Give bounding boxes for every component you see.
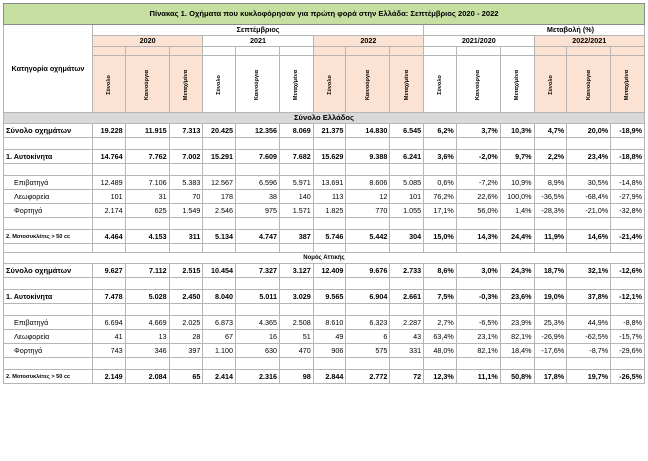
table-cell: 975 [236, 204, 280, 218]
subcolumn-header [236, 56, 280, 113]
table-cell: 31 [125, 190, 169, 204]
row-label: Επιβατηγά [4, 176, 93, 190]
table-cell: 23,1% [456, 330, 500, 344]
table-cell: 470 [279, 344, 313, 358]
subcolumn-header-label: Σύνολο [436, 74, 443, 95]
subcolumn-header-label: Καινούργια [475, 69, 482, 100]
table-cell: -6,5% [456, 316, 500, 330]
table-cell: 14.764 [92, 150, 125, 164]
row-label: 2. Μοτοσυκλέτες > 50 cc [4, 370, 93, 384]
table-cell: 3,7% [456, 124, 500, 138]
subcolumn-header-label: Μεταχ/μένα [514, 69, 521, 100]
year-header: 2022 [313, 36, 423, 47]
subcolumn-header-label: Καινούργια [254, 69, 261, 100]
change-group-header: Μεταβολή (%) [424, 25, 645, 36]
table-cell: 6.241 [390, 150, 424, 164]
table-row [4, 150, 645, 164]
table-cell: 51 [279, 330, 313, 344]
table-cell: 70 [169, 190, 203, 204]
spacer-row [4, 278, 645, 290]
table-cell: 6.694 [92, 316, 125, 330]
table-cell: -12,1% [611, 290, 645, 304]
table-cell: 13 [125, 330, 169, 344]
table-cell: 19,0% [534, 290, 567, 304]
table-cell: 48,0% [424, 344, 457, 358]
table-cell: 4.464 [92, 230, 125, 244]
table-cell: 304 [390, 230, 424, 244]
table-cell: 4.747 [236, 230, 280, 244]
table-cell: -14,8% [611, 176, 645, 190]
table-cell: 44,9% [567, 316, 611, 330]
spacer-row [4, 244, 645, 253]
row-label: Φορτηγά [4, 204, 93, 218]
table-cell: 67 [203, 330, 236, 344]
report-sheet [3, 3, 645, 384]
table-cell: 11.915 [125, 124, 169, 138]
table-cell: 98 [279, 370, 313, 384]
table-cell: 2.174 [92, 204, 125, 218]
table-cell: 14.830 [346, 124, 390, 138]
table-cell: 1,4% [500, 204, 534, 218]
table-cell: 19,7% [567, 370, 611, 384]
table-cell: 12,3% [424, 370, 457, 384]
table-cell: 906 [313, 344, 346, 358]
row-label: 2. Μοτοσυκλέτες > 50 cc [4, 230, 93, 244]
table-cell: 76,2% [424, 190, 457, 204]
subcolumn-header [500, 56, 534, 113]
table-cell: 3,0% [456, 264, 500, 278]
table-cell: 38 [236, 190, 280, 204]
table-cell: 8.610 [313, 316, 346, 330]
spacer-row [4, 164, 645, 176]
table-cell: 178 [203, 190, 236, 204]
table-title-row [4, 4, 645, 25]
table-cell: 743 [92, 344, 125, 358]
subcolumn-header-label: Καινούργια [364, 69, 371, 100]
table-cell: 15.291 [203, 150, 236, 164]
table-cell: 56,0% [456, 204, 500, 218]
change-period-header: 2022/2021 [534, 36, 645, 47]
table-cell: 10.454 [203, 264, 236, 278]
table-body [4, 113, 645, 384]
table-cell: 2.661 [390, 290, 424, 304]
row-label: Λεωφορεία [4, 190, 93, 204]
table-cell: 20,0% [567, 124, 611, 138]
table-cell: 11,1% [456, 370, 500, 384]
subcolumn-header [313, 56, 346, 113]
table-cell: 6 [346, 330, 390, 344]
table-cell: 11,9% [534, 230, 567, 244]
subcolumn-header [534, 56, 567, 113]
subcolumn-header [567, 56, 611, 113]
table-cell: 2.546 [203, 204, 236, 218]
table-cell: 8.040 [203, 290, 236, 304]
subcolumn-header [279, 56, 313, 113]
table-cell: -28,3% [534, 204, 567, 218]
table-cell: 18,4% [500, 344, 534, 358]
table-row [4, 264, 645, 278]
table-cell: 6.323 [346, 316, 390, 330]
subcolumn-header [424, 56, 457, 113]
table-cell: 101 [390, 190, 424, 204]
table-cell: 12.567 [203, 176, 236, 190]
table-cell: 100,0% [500, 190, 534, 204]
header-row-groups [4, 25, 645, 36]
subcolumn-header-label: Μεταχ/μένα [182, 69, 189, 100]
table-cell: 23,6% [500, 290, 534, 304]
table-cell: 4.153 [125, 230, 169, 244]
subcolumn-header [125, 56, 169, 113]
table-cell: 2.287 [390, 316, 424, 330]
table-cell: 8,9% [534, 176, 567, 190]
table-cell: 0,6% [424, 176, 457, 190]
table-cell: -21,4% [611, 230, 645, 244]
table-cell: 4.365 [236, 316, 280, 330]
table-cell: 9.388 [346, 150, 390, 164]
table-cell: 770 [346, 204, 390, 218]
table-cell: 2.316 [236, 370, 280, 384]
table-cell: 311 [169, 230, 203, 244]
table-cell: 82,1% [456, 344, 500, 358]
table-cell: 63,4% [424, 330, 457, 344]
table-cell: 2.414 [203, 370, 236, 384]
table-row [4, 330, 645, 344]
table-cell: 7.682 [279, 150, 313, 164]
table-cell: -26,9% [534, 330, 567, 344]
table-cell: 387 [279, 230, 313, 244]
table-cell: 7,5% [424, 290, 457, 304]
table-cell: 101 [92, 190, 125, 204]
table-cell: 9,7% [500, 150, 534, 164]
table-cell: 2.508 [279, 316, 313, 330]
table-cell: 5.442 [346, 230, 390, 244]
table-cell: 82,1% [500, 330, 534, 344]
table-cell: 37,8% [567, 290, 611, 304]
table-cell: 50,8% [500, 370, 534, 384]
row-label: Επιβατηγά [4, 316, 93, 330]
table-cell: 17,1% [424, 204, 457, 218]
table-cell: 15.629 [313, 150, 346, 164]
table-cell: 2.844 [313, 370, 346, 384]
table-cell: 6.904 [346, 290, 390, 304]
table-cell: 6,2% [424, 124, 457, 138]
subcolumn-header [203, 56, 236, 113]
table-cell: 17,8% [534, 370, 567, 384]
table-cell: -32,8% [611, 204, 645, 218]
table-cell: 2.084 [125, 370, 169, 384]
subcolumn-header-label: Καινούργια [144, 69, 151, 100]
subcolumn-header-label: Μεταχ/μένα [624, 69, 631, 100]
table-cell: 3,6% [424, 150, 457, 164]
header-spacer-row [4, 47, 645, 56]
table-cell: 5.085 [390, 176, 424, 190]
table-row [4, 176, 645, 190]
table-cell: 2,2% [534, 150, 567, 164]
subcolumn-header-label: Σύνολο [105, 74, 112, 95]
subcolumn-header [346, 56, 390, 113]
table-cell: 49 [313, 330, 346, 344]
table-cell: 140 [279, 190, 313, 204]
subcolumn-header-label: Σύνολο [216, 74, 223, 95]
vehicle-registrations-table [3, 3, 645, 384]
spacer-row [4, 358, 645, 370]
subcolumn-header [611, 56, 645, 113]
subcolumn-header-label: Σύνολο [547, 74, 554, 95]
table-row [4, 290, 645, 304]
table-cell: 65 [169, 370, 203, 384]
row-label: Φορτηγά [4, 344, 93, 358]
table-cell: 30,5% [567, 176, 611, 190]
table-cell: 2.733 [390, 264, 424, 278]
table-cell: 625 [125, 204, 169, 218]
table-cell: 7.327 [236, 264, 280, 278]
table-cell: 7.478 [92, 290, 125, 304]
table-cell: -18,9% [611, 124, 645, 138]
table-cell: 6.545 [390, 124, 424, 138]
table-row [4, 124, 645, 138]
table-cell: -7,2% [456, 176, 500, 190]
table-cell: 28 [169, 330, 203, 344]
row-label: 1. Αυτοκίνητα [4, 150, 93, 164]
table-cell: 41 [92, 330, 125, 344]
spacer-row [4, 304, 645, 316]
subcolumn-header-label: Καινούργια [585, 69, 592, 100]
table-cell: 6.596 [236, 176, 280, 190]
table-cell: 8.606 [346, 176, 390, 190]
header-row-years [4, 36, 645, 47]
table-cell: 7.762 [125, 150, 169, 164]
subcolumn-header [92, 56, 125, 113]
table-cell: 20.425 [203, 124, 236, 138]
table-cell: 21.375 [313, 124, 346, 138]
subcolumn-header [390, 56, 424, 113]
table-cell: -17,6% [534, 344, 567, 358]
table-cell: -62,5% [567, 330, 611, 344]
table-cell: 24,4% [500, 230, 534, 244]
row-label: Λεωφορεία [4, 330, 93, 344]
table-cell: 16 [236, 330, 280, 344]
table-cell: 9.676 [346, 264, 390, 278]
table-cell: 23,4% [567, 150, 611, 164]
table-row [4, 190, 645, 204]
table-cell: 2.025 [169, 316, 203, 330]
section-header-row [4, 113, 645, 124]
row-label: Σύνολο οχημάτων [4, 124, 93, 138]
change-period-header: 2021/2020 [424, 36, 534, 47]
table-cell: 7.609 [236, 150, 280, 164]
row-label: 1. Αυτοκίνητα [4, 290, 93, 304]
table-cell: -12,6% [611, 264, 645, 278]
table-cell: 2,7% [424, 316, 457, 330]
category-header: Κατηγορία οχημάτων [4, 25, 93, 113]
table-cell: 397 [169, 344, 203, 358]
table-cell: 18,7% [534, 264, 567, 278]
table-cell: 14,3% [456, 230, 500, 244]
month-group-header: Σεπτέμβριος [92, 25, 423, 36]
subcolumn-header-label: Μεταχ/μένα [403, 69, 410, 100]
year-header: 2021 [203, 36, 313, 47]
table-cell: 14,6% [567, 230, 611, 244]
table-cell: 2.149 [92, 370, 125, 384]
table-cell: -8,8% [611, 316, 645, 330]
table-cell: 5.011 [236, 290, 280, 304]
table-cell: 3.029 [279, 290, 313, 304]
table-cell: -21,0% [567, 204, 611, 218]
spacer-row [4, 218, 645, 230]
table-cell: 10,9% [500, 176, 534, 190]
table-cell: 1.825 [313, 204, 346, 218]
section-label: Σύνολο Ελλάδος [4, 113, 645, 124]
year-header: 2020 [92, 36, 202, 47]
table-cell: 12.489 [92, 176, 125, 190]
header-row-subcolumns [4, 56, 645, 113]
table-cell: 12.356 [236, 124, 280, 138]
table-row [4, 344, 645, 358]
table-cell: -68,4% [567, 190, 611, 204]
table-cell: 5.028 [125, 290, 169, 304]
table-cell: -36,5% [534, 190, 567, 204]
table-cell: 4,7% [534, 124, 567, 138]
table-cell: 22,6% [456, 190, 500, 204]
table-cell: 5.971 [279, 176, 313, 190]
section-header-row [4, 253, 645, 264]
table-cell: -2,0% [456, 150, 500, 164]
table-cell: -0,3% [456, 290, 500, 304]
subcolumn-header [169, 56, 203, 113]
table-cell: 72 [390, 370, 424, 384]
table-cell: 12.409 [313, 264, 346, 278]
table-cell: -26,5% [611, 370, 645, 384]
table-cell: -15,7% [611, 330, 645, 344]
table-cell: 9.565 [313, 290, 346, 304]
table-cell: 1.571 [279, 204, 313, 218]
section-label: Νομός Αττικής [4, 253, 645, 264]
table-cell: 5.383 [169, 176, 203, 190]
table-row [4, 230, 645, 244]
table-cell: 630 [236, 344, 280, 358]
table-cell: 23,9% [500, 316, 534, 330]
table-cell: 10,3% [500, 124, 534, 138]
table-cell: 1.055 [390, 204, 424, 218]
table-cell: 9.627 [92, 264, 125, 278]
table-cell: 8.069 [279, 124, 313, 138]
subcolumn-header [456, 56, 500, 113]
table-cell: 8,6% [424, 264, 457, 278]
table-cell: 1.100 [203, 344, 236, 358]
table-cell: 13.691 [313, 176, 346, 190]
table-cell: 32,1% [567, 264, 611, 278]
table-cell: 7.106 [125, 176, 169, 190]
table-cell: 19.228 [92, 124, 125, 138]
table-cell: 43 [390, 330, 424, 344]
table-cell: 346 [125, 344, 169, 358]
table-cell: 25,3% [534, 316, 567, 330]
spacer-row [4, 138, 645, 150]
table-cell: -29,6% [611, 344, 645, 358]
table-cell: 12 [346, 190, 390, 204]
table-cell: -8,7% [567, 344, 611, 358]
subcolumn-header-label: Μεταχ/μένα [293, 69, 300, 100]
table-cell: 113 [313, 190, 346, 204]
table-title: Πίνακας 1. Οχήματα που κυκλοφόρησαν για πρώτη φορά στην Ελλάδα: Σεπτέμβριος 2020 - 2022 [4, 4, 645, 25]
table-cell: 24,3% [500, 264, 534, 278]
table-cell: 2.772 [346, 370, 390, 384]
table-cell: 5.746 [313, 230, 346, 244]
table-cell: 575 [346, 344, 390, 358]
table-cell: 2.450 [169, 290, 203, 304]
row-label: Σύνολο οχημάτων [4, 264, 93, 278]
table-row [4, 316, 645, 330]
subcolumn-header-label: Σύνολο [326, 74, 333, 95]
table-cell: 4.669 [125, 316, 169, 330]
table-row [4, 204, 645, 218]
table-cell: 1.549 [169, 204, 203, 218]
table-cell: 7.002 [169, 150, 203, 164]
table-cell: 15,0% [424, 230, 457, 244]
table-cell: 5.134 [203, 230, 236, 244]
table-row [4, 370, 645, 384]
table-cell: 331 [390, 344, 424, 358]
table-cell: -18,8% [611, 150, 645, 164]
table-cell: 7.313 [169, 124, 203, 138]
table-cell: 3.127 [279, 264, 313, 278]
table-cell: 7.112 [125, 264, 169, 278]
table-cell: -27,9% [611, 190, 645, 204]
table-cell: 6.873 [203, 316, 236, 330]
table-cell: 2.515 [169, 264, 203, 278]
